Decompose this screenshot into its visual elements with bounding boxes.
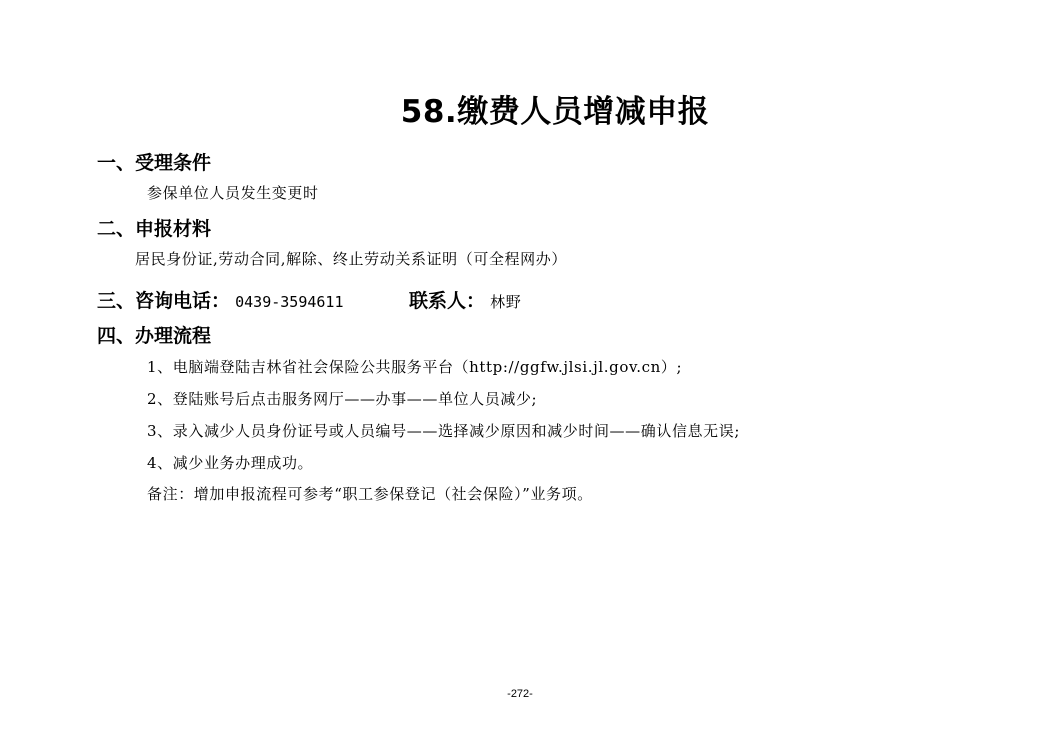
section-2-text: 居民身份证,劳动合同,解除、终止劳动关系证明（可全程网办） bbox=[135, 250, 567, 268]
contact-name: 林野 bbox=[490, 293, 522, 311]
section-2-heading: 二、申报材料 bbox=[97, 218, 212, 240]
step-4: 4、减少业务办理成功。 bbox=[147, 454, 314, 472]
section-3-row bbox=[97, 286, 343, 313]
remark: 备注：增加申报流程可参考“职工参保登记（社会保险）”业务项。 bbox=[147, 485, 593, 503]
section-3-heading: 三、咨询电话： bbox=[97, 290, 231, 312]
step-2: 2、登陆账号后点击服务网厅——办事——单位人员减少; bbox=[147, 390, 538, 408]
section-4-heading: 四、办理流程 bbox=[97, 325, 212, 347]
section-1-heading: 一、受理条件 bbox=[97, 152, 212, 174]
section-1-text: 参保单位人员发生变更时 bbox=[147, 184, 319, 202]
page-number: -272- bbox=[507, 688, 533, 700]
phone-number: 0439-3594611 bbox=[235, 293, 344, 311]
step-1: 1、电脑端登陆吉林省社会保险公共服务平台（http://ggfw.jlsi.jl.gov.cn）; bbox=[147, 358, 683, 376]
contact-row bbox=[409, 286, 521, 313]
step-3: 3、录入减少人员身份证号或人员编号——选择减少原因和减少时间——确认信息无误; bbox=[147, 422, 741, 440]
page-title: 58.缴费人员增减申报 bbox=[400, 94, 710, 130]
contact-label: 联系人： bbox=[409, 290, 486, 312]
